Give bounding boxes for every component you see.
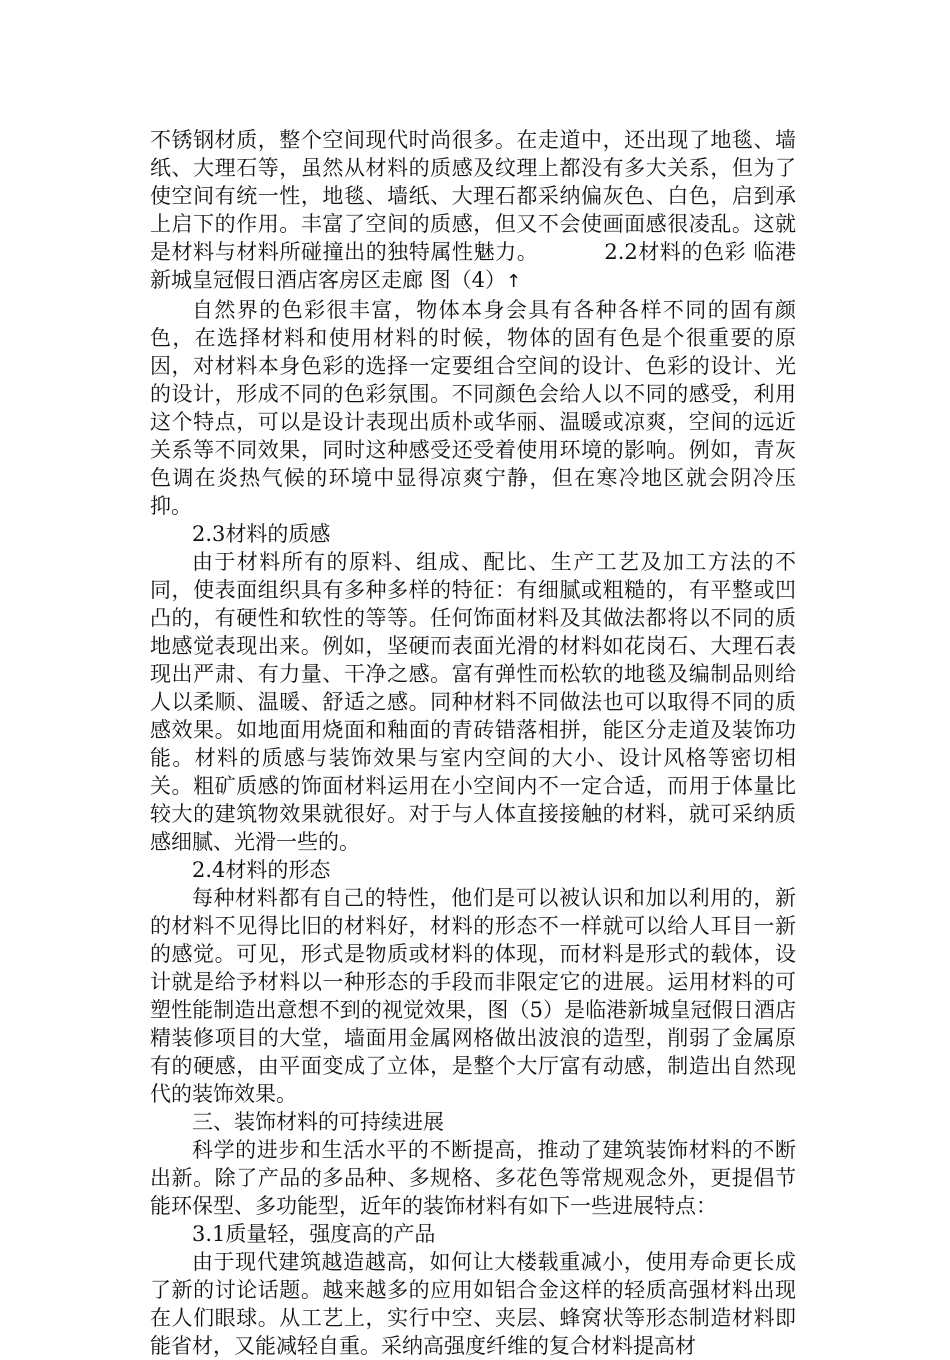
paragraph-material-texture: 由于材料所有的原料、组成、配比、生产工艺及加工方法的不同，使表面组织具有多种多样的特征：有细腻或粗糙的，有平整或凹凸的，有硬性和软性的等等。任何饰面材料及其做法都将以不同的质地感觉表现出来。例如，坚硬而表面光滑的材料如花岗石、大理石表现出严肃、有力量、干净之感。富有弹性而松软的地毯及编制品则给人以柔顺、温暖、舒适之感。同种材料不同做法也可以取得不同的质感效果。如地面用烧面和釉面的青砖错落相拼，能区分走道及装饰功能。材料的质感与装饰效果与室内空间的大小、设计风格等密切相关。粗矿质感的饰面材料运用在小空间内不一定合适，而用于体量比较大的建筑物效果就很好。对于与人体直接接触的材料，就可采纳质感细腻、光滑一些的。 xyxy=(150,550,796,854)
section-heading-2-4: 2.4材料的形态 xyxy=(192,858,331,882)
paragraph-material-color: 自然界的色彩很丰富，物体本身会具有各种各样不同的固有颜色，在选择材料和使用材料的时候，物体的固有色是个很重要的原因，对材料本身色彩的选择一定要组合空间的设计、色彩的设计、光的设计，形成不同的色彩氛围。不同颜色会给人以不同的感受，利用这个特点，可以是设计表现出质朴或华丽、温暖或凉爽，空间的远近关系等不同效果，同时这种感受还受着使用环境的影响。例如，青灰色调在炎热气候的环境中显得凉爽宁静，但在寒冷地区就会阴冷压抑。 xyxy=(150,298,796,518)
paragraph-return-mark: ↑ xyxy=(506,271,522,292)
section-heading-2-3: 2.3材料的质感 xyxy=(192,522,331,546)
document-page xyxy=(150,126,796,1360)
section-heading-3-1: 3.1质量轻，强度高的产品 xyxy=(192,1222,436,1246)
paragraph-sustainable-development: 科学的进步和生活水平的不断提高，推动了建筑装饰材料的不断出新。除了产品的多品种、多规格、多花色等常规观念外，更提倡节能环保型、多功能型，近年的装饰材料有如下一些进展特点： xyxy=(150,1138,796,1218)
section-heading-3: 三、装饰材料的可持续进展 xyxy=(192,1110,444,1134)
paragraph-material-collision xyxy=(150,126,796,296)
paragraph-text: 不锈钢材质，整个空间现代时尚很多。在走道中，还出现了地毯、墙纸、大理石等，虽然从材料的质感及纹理上都没有多大关系，但为了使空间有统一性，地毯、墙纸、大理石都采纳偏灰色、白色，启到承上启下的作用。丰富了空间的质感，但又不会使画面感很凌乱。这就是材料与材料所碰撞出的独特属性魅力。 xyxy=(150,128,796,264)
paragraph-material-form: 每种材料都有自己的特性，他们是可以被认识和加以利用的，新的材料不见得比旧的材料好，材料的形态不一样就可以给人耳目一新的感觉。可见，形式是物质或材料的体现，而材料是形式的载体，设计就是给予材料以一种形态的手段而非限定它的进展。运用材料的可塑性能制造出意想不到的视觉效果，图（5）是临港新城皇冠假日酒店精装修项目的大堂，墙面用金属网格做出波浪的造型，削弱了金属原有的硬感，由平面变成了立体，是整个大厅富有动感，制造出自然现代的装饰效果。 xyxy=(150,886,796,1106)
paragraph-lightweight-materials: 由于现代建筑越造越高，如何让大楼载重减小，使用寿命更长成了新的讨论话题。越来越多的应用如铝合金这样的轻质高强材料出现在人们眼球。从工艺上，实行中空、夹层、蜂窝状等形态制造材料即能省材，又能减轻自重。采纳高强度纤维的复合材料提高材 xyxy=(150,1250,796,1358)
section-heading-2-2-inline: 2.2材料的色彩 临港新城皇冠假日酒店客房区走廊 图（4） xyxy=(150,240,797,292)
